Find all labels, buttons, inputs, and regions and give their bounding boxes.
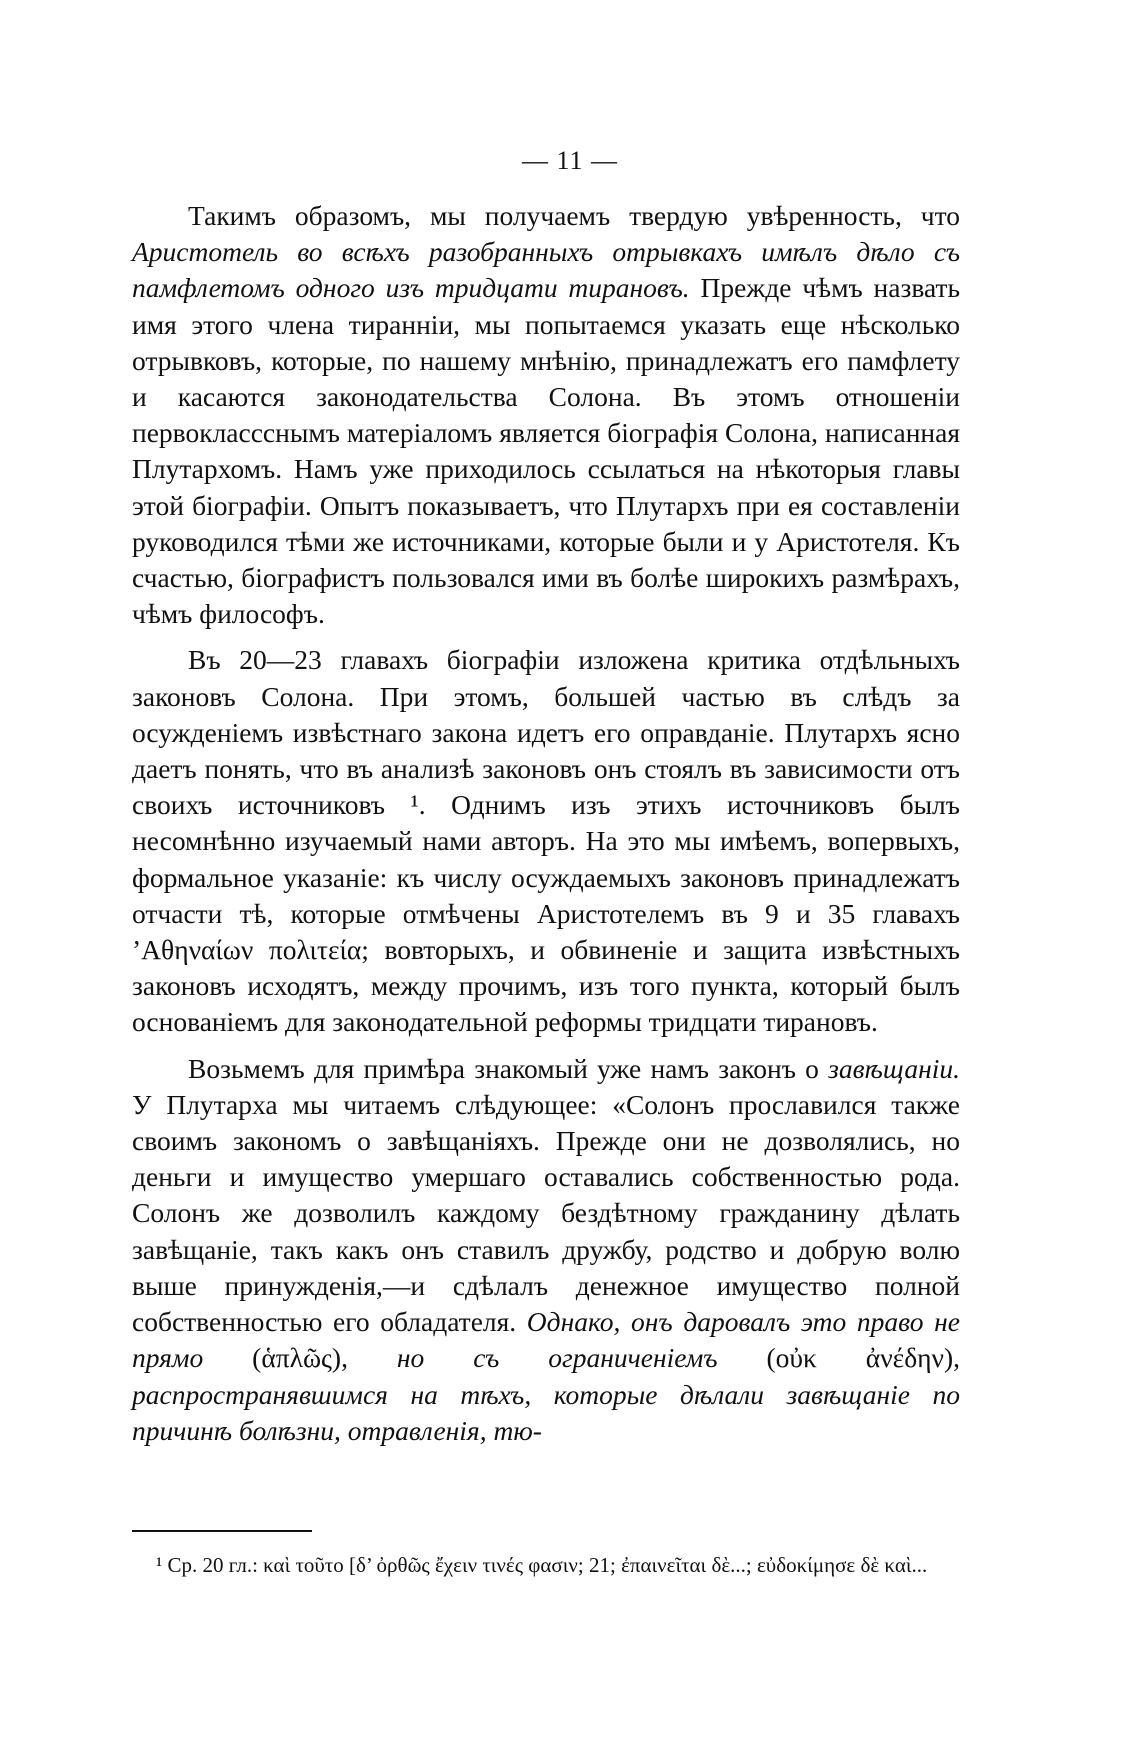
text-run: (ἁπλῶς), [203,1342,397,1374]
paragraph [132,1051,960,1449]
footnote-text: ¹ Ср. 20 гл.: καὶ τοῦτο [δ’ ὀρθῶς ἔχειν τινές φασιν; 21; ἐπαινεῖται δὲ...; εὐδοκίμησε δὲ καὶ... [156,1553,928,1577]
footnote-divider [132,1530,312,1532]
body-text [132,198,960,1449]
italic-text-run: завѣщанiи. [828,1052,960,1084]
italic-text-run: распространявшимся на тѣхъ, которые дѣлали завѣщанiе по причинѣ болѣзни, отравленiя, тю- [132,1378,960,1446]
paragraph [132,642,960,1040]
text-run: (οὐκ ἀνέδην), [717,1342,960,1374]
text-run: Въ 20—23 главахъ бiографiи изложена критика отдѣльныхъ законовъ Солона. При этомъ, большей частью въ слѣдъ за осужденiемъ извѣстнаго закона идетъ его оправданiе. Плутархъ ясно даетъ понять, что въ анализѣ законовъ онъ стоялъ въ зависимости отъ своихъ источниковъ ¹. Однимъ изъ этихъ источниковъ былъ несомнѣнно изучаемый нами авторъ. На это мы имѣемъ, вопервыхъ, формальное указанiе: къ числу осуждаемыхъ законовъ принадлежатъ отчасти тѣ, которые отмѣчены Аристотелемъ въ 9 и 35 главахъ ’Αθηναίων πολιτεία; вовторыхъ, и обвиненiе и защита извѣстныхъ законовъ исходятъ, между прочимъ, изъ того пункта, который былъ основанiемъ для законодательной реформы тридцати тирановъ. [132,644,960,1038]
italic-text-run: Однако, онъ даровалъ это право не прямо [132,1306,960,1374]
text-run: Прежде чѣмъ назвать имя этого члена тираннiи, мы попытаемся указать еще нѣсколько отрывковъ, которые, по нашему мнѣнiю, принадлежатъ его памфлету и касаются законодательства Солона. Въ этомъ отношенiи первоклассснымъ матерiаломъ является бiографiя Солона, написанная Плутархомъ. Намъ уже приходилось ссылаться на нѣкоторыя главы этой бiографiи. Опытъ показываетъ, что Плутархъ при ея составленiи руководился тѣми же источниками, которые были и у Аристотеля. Къ счастью, бiографистъ пользовался ими въ болѣе широкихъ размѣрахъ, чѣмъ философъ. [132,272,961,630]
footnote [132,1550,960,1580]
page-number: — 11 — [521,146,619,175]
italic-text-run: но съ ограниченiемъ [396,1342,718,1374]
text-run: Такимъ образомъ, мы получаемъ твердую увѣренность, что [188,200,960,231]
text-run: У Плутарха мы читаемъ слѣдующее: «Солонъ прославился также своимъ закономъ о завѣщанiяхъ. Прежде они не дозволялись, но деньги и имущество умершаго оставались собственностью рода. Солонъ же дозволилъ каждому бездѣтному гражданину дѣлать завѣщанiе, такъ какъ онъ ставилъ дружбу, родство и добрую волю выше принужденiя,—и сдѣлалъ денежное имущество полной собственностью его обладателя. [132,1088,960,1338]
italic-text-run: Аристотель во всѣхъ разобранныхъ отрывкахъ имѣлъ дѣло съ памфлетомъ одного изъ тридцати тирановъ. [132,236,960,304]
paragraph [132,198,960,632]
text-run: Возьмемъ для примѣра знакомый уже намъ законъ о [188,1052,829,1084]
